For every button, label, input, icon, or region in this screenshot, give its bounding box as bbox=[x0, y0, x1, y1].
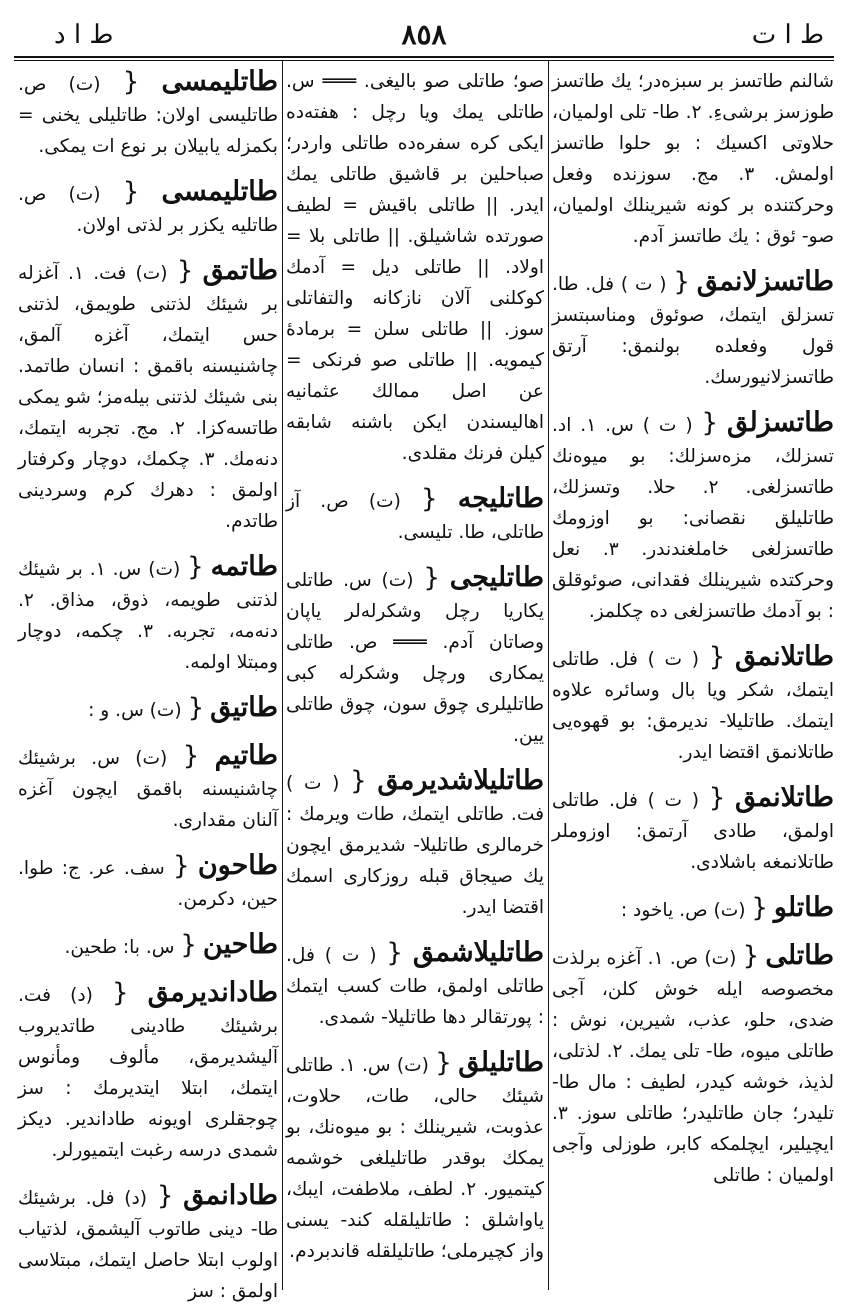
entry-headword: طادانمق bbox=[183, 1180, 278, 1211]
entry-headword: طاتلو bbox=[773, 892, 834, 923]
entry-text: ( ت ) فل. طا. تسزلق ايتمك، صوئوق ومناسبتسز قول وفعلده بولنمق: آرتق طاتسزلانيورسك. bbox=[552, 274, 834, 388]
entry-text: (ت) ص. طاتليسی اولان: طاتليلی يخنی = بكمزله يابيلان بر نوع ات يمكی. bbox=[18, 74, 278, 157]
dictionary-column-middle bbox=[286, 66, 544, 1286]
entry-headword: طاتلانمق bbox=[735, 782, 834, 813]
entry-headword: طاتليجه bbox=[457, 483, 544, 514]
entry-text: (د) فل. برشيئك طا- دينی طاتوب آليشمق، لذتياب اولوب ابتلا حاصل ايتمك، مبتلاسی اولمق : سز bbox=[18, 1188, 278, 1302]
dictionary-entry: طاتليمسی { (ت) ص. طاتليسی اولان: طاتليلی يخنی = بكمزله يابيلان بر نوع ات يمكی. bbox=[18, 66, 278, 157]
dictionary-entry: طاتليجی { (ت) س. طاتلی يكاريا رچل وشكرله‌لر ياپان وصاتان آدم. ═══ ص. طاتلی يمكاری ورچل وشكرله كبی طاتليلری چوق سون، چوق طاتلی يين. bbox=[286, 562, 544, 746]
entry-text: (ت) س. و : bbox=[88, 700, 182, 721]
dictionary-column-left bbox=[18, 66, 279, 1302]
dictionary-entry: طاتليمسی { (ت) ص. طاتليه يكزر بر لذتی اولان. bbox=[18, 176, 278, 236]
dictionary-entry: طاتليجه { (ت) ص. آز طاتلی، طا. تليسی. bbox=[286, 483, 544, 543]
entry-text: س. با: طحين. bbox=[64, 937, 175, 958]
entry-headword: طاتليلاشديرمق bbox=[377, 765, 544, 796]
entry-headword: طاتليجی bbox=[449, 562, 544, 593]
column-divider-left bbox=[282, 60, 283, 1290]
dictionary-entry: طاتيم { (ت) س. برشيئك چاشنيسنه باقمق ايچون آغزه آلنان مقداری. bbox=[18, 740, 278, 831]
dictionary-entry: طاتليلاشمق { ( ت ) فل. طاتلی اولمق، طات كسب ايتمك : پورتقالر دها طاتليلا- شمدی. bbox=[286, 937, 544, 1028]
dictionary-entry: طاتيق { (ت) س. و : bbox=[88, 692, 278, 723]
entry-headword: طاتيم bbox=[214, 740, 278, 771]
entry-text: (ت) فت. ١. آغزله بر شيئك لذتنی طويمق، لذتنی حس ايتمك، آغزه آلمق، چاشنيسنه باقمق : انسان طاتمد. بنی شيئك لذتنی بيله‌مز؛ شو يمكی طاتسه‌كزا. ٢. مج. تجربه ايتمك، دنه‌مك. ٣. چكمك، دوچار وكرفتار اولمق : دهرك كرم وسردينی طاتدم. bbox=[18, 263, 279, 532]
entry-headword: طاتلی bbox=[765, 940, 834, 971]
entry-headword: طاحون bbox=[197, 850, 279, 881]
entry-text: ( ت ) فل. طاتلی اولمق، طات كسب ايتمك : پورتقالر دها طاتليلا- شمدی. bbox=[286, 945, 544, 1028]
entry-headword: طاتليلاشمق bbox=[412, 937, 544, 968]
entry-headword: طاحين bbox=[202, 929, 278, 960]
entry-text: ( ت ) فت. طاتلی ايتمك، طات ويرمك : خرمالری طاتليلا- شديرمق ايچون يك صيجاق قبله روزكاری اسمك اقتضا ايدر. bbox=[286, 773, 544, 918]
entry-text: (ت) س. برشيئك چاشنيسنه باقمق ايچون آغزه آلنان مقداری. bbox=[18, 748, 278, 831]
entry-text: ( ت ) س. ١. اد. تسزلك، مزه‌سزلك: بو ميوه‌نك طاتسزلغی. ٢. حلا. وتسزلك، طاتليلق نقصانی: بو اوزومك طاتسزلغی خاملغندندر. ٣. نعل وحركتده شيرينلك فقدانی، صوئوقلق : بو آدمك طاتسزلغی ده چكلمز. bbox=[552, 415, 834, 622]
entry-text: ( ت ) فل. طاتلی ايتمك، شكر ويا بال وسائره علاوه ايتمك. طاتليلا- نديرمق: بو قهوه‌يی طاتلانمق اقتضا ايدر. bbox=[552, 649, 834, 763]
entry-headword: طاتليمسی bbox=[161, 66, 278, 97]
dictionary-entry bbox=[552, 66, 834, 252]
entry-text: (ت) س. طاتلی يكاريا رچل وشكرله‌لر ياپان وصاتان آدم. ═══ ص. طاتلی يمكاری ورچل وشكرله كبی طاتليلری چوق سون، چوق طاتلی يين. bbox=[286, 570, 544, 746]
entry-text: (ت) ص. ١. آغزه برلذت مخصوصه ايله خوش كلن، آجی ضدی، حلو، عذب، شيرين، نوش : طاتلی ميوه، طا- تلی يمك. ٢. لذتلی، لذيذ، خوشه كيدر، لطيف : مال طا- تليدر؛ جان طاتليدر؛ طاتلی سوز. ٣. ايچيلير، ايچلمكه كابر، طوزلی وآجی اولميان : طاتلی bbox=[552, 948, 835, 1186]
entry-text: (ت) س. ١. بر شيئك لذتنی طويمه، ذوق، مذاق. ٢. دنه‌مه، تجربه. ٣. چكمه، دوچار ومبتلا اولمه. bbox=[18, 559, 278, 673]
dictionary-entry: طادانديرمق { (د) فت. برشيئك طادينی طاتديروب آليشديرمق، مألوف ومأنوس ايتمك، ابتلا ايتديرمك : سز چوجقلری اويونه طاداندير. ديكز شمدی درسه رغبت ايتميورلر. bbox=[18, 977, 278, 1161]
header-left-letters: ط ا د bbox=[54, 20, 114, 50]
entry-text: (ت) ص. ياخود : bbox=[620, 900, 746, 921]
entry-headword: طاتسزلانمق bbox=[696, 266, 834, 297]
entry-headword: طاتمه bbox=[210, 551, 278, 582]
entry-headword: طاتليلق bbox=[458, 1047, 544, 1078]
dictionary-entry: طاتمق { (ت) فت. ١. آغزله بر شيئك لذتنی طويمق، لذتنی حس ايتمك، آغزه آلمق، چاشنيسنه باقمق : انسان طاتمد. بنی شيئك لذتنی بيله‌مز؛ شو يمكی طاتسه‌كزا. ٢. مج. تجربه ايتمك، دنه‌مك. ٣. چكمك، دوچار وكرفتار اولمق : دهرك كرم وسردينی طاتدم. bbox=[18, 255, 279, 532]
entry-text: (ت) ص. آز طاتلی، طا. تليسی. bbox=[286, 491, 544, 543]
dictionary-entry: طاحون { سف. عر. ج: طوا. حين، دكرمن. bbox=[18, 850, 279, 910]
entry-headword: طاتليمسی bbox=[161, 176, 278, 207]
entry-text: (د) فت. برشيئك طادينی طاتديروب آليشديرمق، مألوف ومأنوس ايتمك، ابتلا ايتديرمك : سز چوجقلری اويونه طاداندير. ديكز شمدی درسه رغبت ايتميورلر. bbox=[18, 985, 278, 1161]
dictionary-entry: طاتلانمق { ( ت ) فل. طاتلی ايتمك، شكر ويا بال وسائره علاوه ايتمك. طاتليلا- نديرمق: بو قهوه‌يی طاتلانمق اقتضا ايدر. bbox=[552, 641, 834, 763]
entry-headword: طاتيق bbox=[210, 692, 278, 723]
dictionary-entry: طاتلی { (ت) ص. ١. آغزه برلذت مخصوصه ايله خوش كلن، آجی ضدی، حلو، عذب، شيرين، نوش : طاتلی ميوه، طا- تلی يمك. ٢. لذتلی، لذيذ، خوشه كيدر، لطيف : مال طا- تليدر؛ جان طاتليدر؛ طاتلی سوز. ٣. ايچيلير، ايچلمكه كابر، طوزلی وآجی اولميان : طاتلی bbox=[552, 940, 835, 1186]
dictionary-entry: طاتسزلق { ( ت ) س. ١. اد. تسزلك، مزه‌سزلك: بو ميوه‌نك طاتسزلغی. ٢. حلا. وتسزلك، طاتليلق نقصانی: بو اوزومك طاتسزلغی خاملغندندر. ٣. نعل وحركتده شيرينلك فقدانی، صوئوقلق : بو آدمك طاتسزلغی ده چكلمز. bbox=[552, 407, 834, 622]
entry-headword: طاتمق bbox=[202, 255, 278, 286]
dictionary-column-right bbox=[552, 66, 834, 1286]
dictionary-entry: طاتليلق { (ت) س. ١. طاتلی شيئك حالی، طات، حلاوت، عذوبت، شيرينلك : بو ميوه‌نك، بو يمكك بوقدر طاتليلغی خوشمه كيتميور. ٢. لطف، ملاطفت، ايبك، ياواشلق : طاتليلقله كند- يسنی واز كچيرملی؛ طاتليلقله قاندبردم. bbox=[286, 1047, 544, 1262]
header-rule-thin bbox=[14, 60, 834, 61]
entry-text: (ت) ص. طاتليه يكزر بر لذتی اولان. bbox=[18, 184, 278, 236]
dictionary-entry: طاتمه { (ت) س. ١. بر شيئك لذتنی طويمه، ذوق، مذاق. ٢. دنه‌مه، تجربه. ٣. چكمه، دوچار ومبتلا اولمه. bbox=[18, 551, 278, 673]
column-divider-right bbox=[548, 60, 549, 1290]
dictionary-entry: طاحين { س. با: طحين. bbox=[64, 929, 278, 960]
entry-text: صو؛ طاتلی صو باليغی. ═══ س. طاتلی يمك ويا رچل : هفته‌ده ايكی كره سفره‌ده طاتلی واردر؛ صباحلين بر قاشيق طاتلی يمك ايدر. || طاتلی باقيش = لطيف صورتده شاشيلق. || طاتلی بلا = اولاد. || طاتلی ديل = آدمك كوكلنی آلان نازكانه والتفاتلی سوز. || طاتلی سلن = برمادهٔ كيمويه. || طاتلی صو فرنكی = عن اصل ممالك عثمانيه اهاليسندن ايكن باشنه شابقه كيلن فرنك مقلدی. bbox=[286, 71, 544, 464]
entry-text: (ت) س. ١. طاتلی شيئك حالی، طات، حلاوت، عذوبت، شيرينلك : بو ميوه‌نك، بو يمكك بوقدر طاتليلغی خوشمه كيتميور. ٢. لطف، ملاطفت، ايبك، ياواشلق : طاتليلقله كند- يسنی واز كچيرملی؛ طاتليلقله قاندبردم. bbox=[286, 1055, 544, 1262]
page-number: ٨٥٨ bbox=[401, 18, 447, 51]
entry-headword: طادانديرمق bbox=[147, 977, 278, 1008]
dictionary-entry: طاتليلاشديرمق { ( ت ) فت. طاتلی ايتمك، طات ويرمك : خرمالری طاتليلا- شديرمق ايچون يك صيجاق قبله روزكاری اسمك اقتضا ايدر. bbox=[286, 765, 544, 918]
header-right-letters: ط ا ت bbox=[751, 20, 824, 50]
entry-headword: طاتلانمق bbox=[735, 641, 834, 672]
page-header bbox=[14, 18, 834, 54]
dictionary-entry bbox=[286, 66, 544, 469]
entry-text: شالنم طاتسز بر سبزه‌در؛ يك طاتسز طوزسز برشی‌ءِ. ٢. طا- تلی اولميان، حلاوتی اكسيك : بو حلوا طاتسز اولمش. ٣. مج. سوزنده وفعل وحركتنده بر كونه شيرينلك اولميان، صو- ئوق : يك طاتسز آدم. bbox=[552, 71, 834, 247]
dictionary-entry: طادانمق { (د) فل. برشيئك طا- دينی طاتوب آليشمق، لذتياب اولوب ابتلا حاصل ايتمك، مبتلاسی اولمق : سز bbox=[18, 1180, 278, 1302]
dictionary-entry: طاتلو { (ت) ص. ياخود : bbox=[620, 892, 834, 923]
entry-text: ( ت ) فل. طاتلی اولمق، طادی آرتمق: اوزوملر طاتلانمغه باشلادی. bbox=[552, 790, 834, 873]
dictionary-entry: طاتلانمق { ( ت ) فل. طاتلی اولمق، طادی آرتمق: اوزوملر طاتلانمغه باشلادی. bbox=[552, 782, 834, 873]
entry-text: سف. عر. ج: طوا. حين، دكرمن. bbox=[18, 858, 278, 910]
header-rule bbox=[14, 56, 834, 58]
entry-headword: طاتسزلق bbox=[727, 407, 834, 438]
dictionary-entry: طاتسزلانمق { ( ت ) فل. طا. تسزلق ايتمك، صوئوق ومناسبتسز قول وفعلده بولنمق: آرتق طاتسزلانيورسك. bbox=[552, 266, 834, 388]
